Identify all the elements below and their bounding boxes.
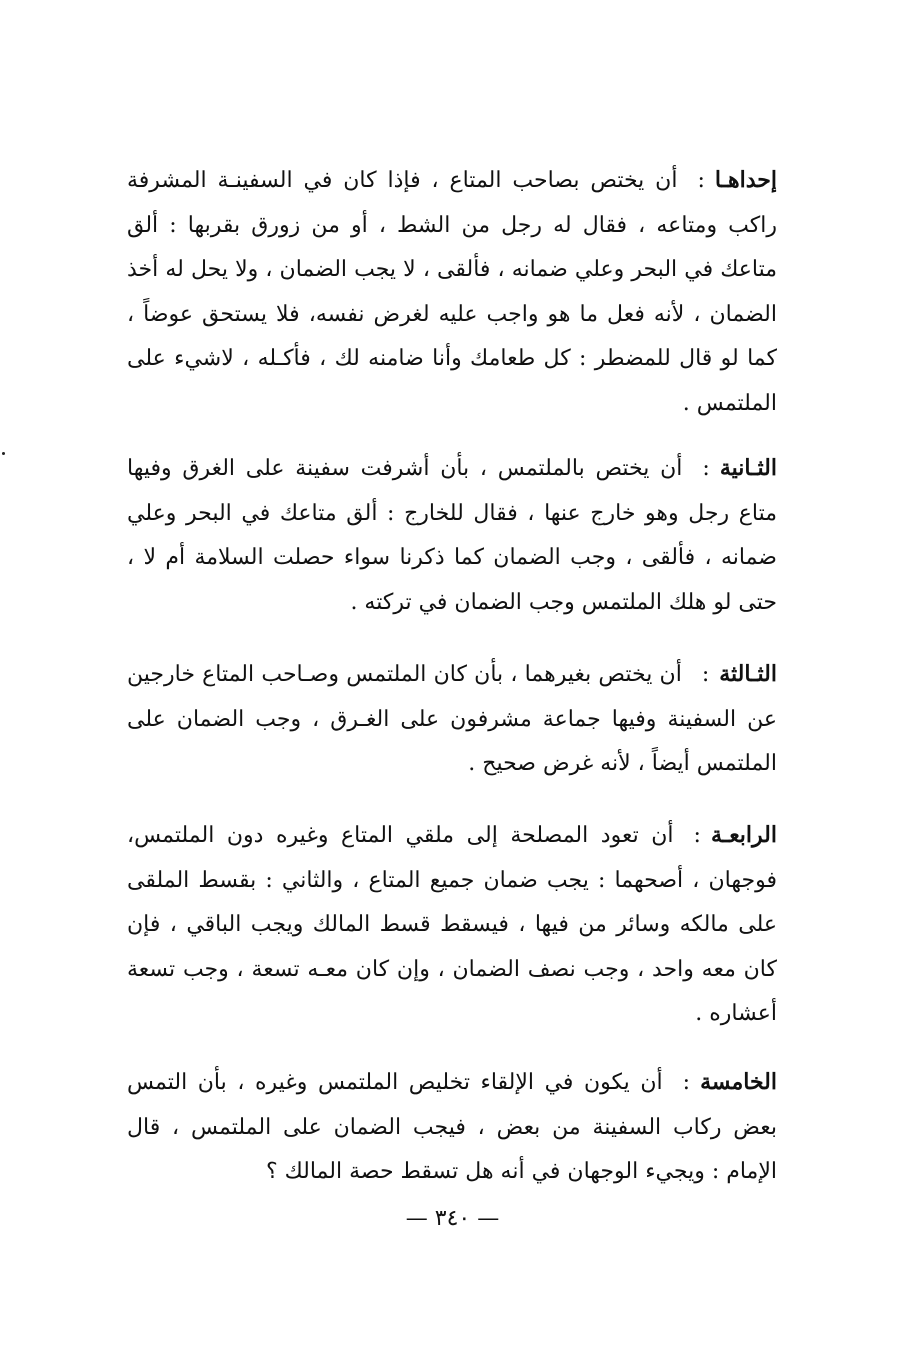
paragraph-first <box>127 158 777 426</box>
paragraph-third <box>127 652 777 787</box>
paragraph-label: الرابعـة <box>710 822 777 848</box>
paragraph-text: أن يختص بغيرهما ، بأن كان الملتمس وصـاحب المتاع خارجين عن السفينة وفيها جماعة مشرفون على الغـرق ، وجب الضمان على الملتمس أيضاً ، لأنه غرض صحيح . <box>127 662 777 776</box>
paragraph-label: الخامسة <box>700 1069 777 1095</box>
label-colon: : <box>682 1070 691 1095</box>
paragraph-label: الثـالثة <box>719 661 777 687</box>
paragraph-label: إحداهـا <box>714 167 777 193</box>
paragraph-fifth <box>127 1060 777 1195</box>
label-colon: : <box>701 662 710 687</box>
label-colon: : <box>693 823 701 848</box>
paragraph-text: أن يختص بصاحب المتاع ، فإذا كان في السفينـة المشرفة راكب ومتاعه ، فقال له رجل من الشط ، أو من زورق بقربها : ألق متاعك في البحر وعلي ضمانه ، فألقى ، لا يجب الضمان ، ولا يحل له أخذ الضمان ، لأنه فعل ما هو واجب عليه لغرض نفسه، فلا يستحق عوضاً ، كما لو قال للمضطر : كل طعامك وأنا ضامنه لك ، فأكـله ، لاشيء على الملتمس . <box>127 168 777 416</box>
paragraph-fourth <box>127 813 777 1037</box>
label-colon: : <box>697 168 705 193</box>
paragraph-text: أن يكون في الإلقاء تخليص الملتمس وغيره ، بأن التمس بعض ركاب السفينة من بعض ، فيجب الضمان على الملتمس ، قال الإمام : ويجيء الوجهان في أنه هل تسقط حصة المالك ؟ <box>127 1070 777 1184</box>
label-colon: : <box>702 456 710 481</box>
scan-speck <box>2 452 5 455</box>
paragraph-text: أن يختص بالملتمس ، بأن أشرفت سفينة على الغرق وفيها متاع رجل وهو خارج عنها ، فقال للخارج : ألق متاعك في البحر وعلي ضمانه ، فألقى ، وجب الضمان كما ذكرنا سواء حصلت السلامة أم لا ، حتى لو هلك الملتمس وجب الضمان في تركته . <box>127 456 777 615</box>
paragraph-label: الثـانية <box>719 455 777 481</box>
page-number: — ٣٤٠ — <box>405 1206 500 1231</box>
paragraph-second <box>127 446 777 625</box>
paragraph-text: أن تعود المصلحة إلى ملقي المتاع وغيره دون الملتمس، فوجهان ، أصحهما : يجب ضمان جميع المتاع ، والثاني : بقسط الملقى على مالكه وسائر من فيها ، فيسقط قسط المالك ويجب الباقي ، فإن كان معه واحد ، وجب نصف الضمان ، وإن كان معـه تسعة ، وجب تسعة أعشاره . <box>127 823 777 1026</box>
